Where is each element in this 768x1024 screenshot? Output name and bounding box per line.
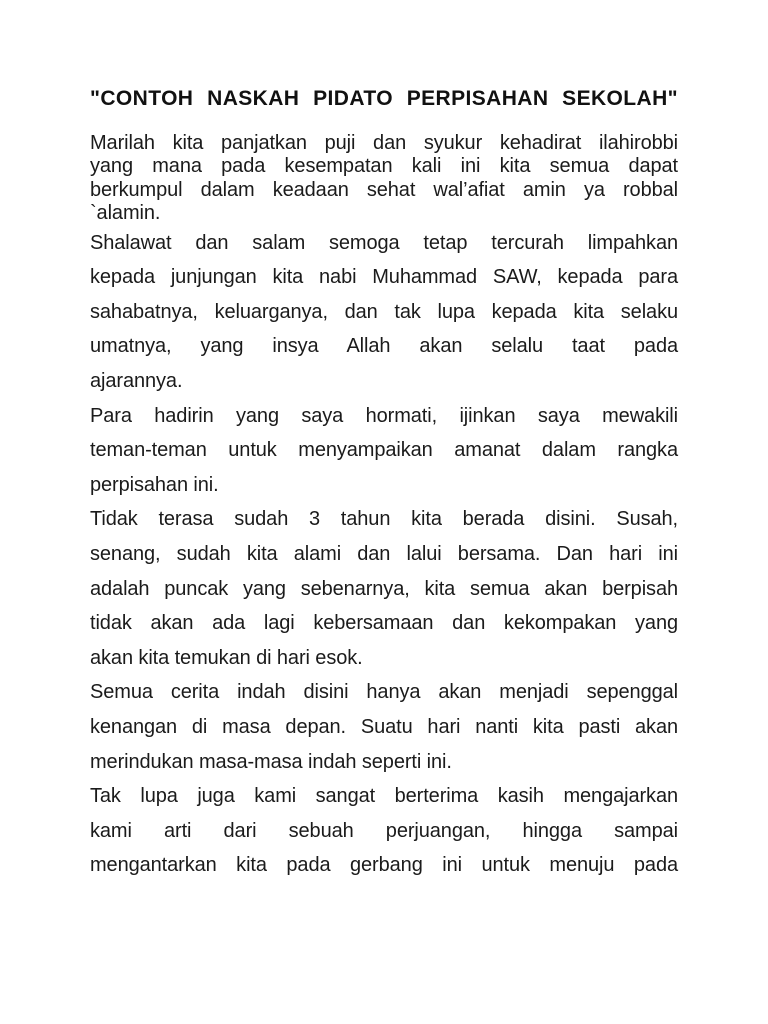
text-line: akan kita temukan di hari esok. — [90, 646, 363, 669]
document-content — [90, 84, 678, 883]
text-line: tidak akan ada lagi kebersamaan dan kekompakan yang — [90, 612, 678, 635]
text-line: merindukan masa-masa indah seperti ini. — [90, 750, 452, 773]
paragraph — [90, 132, 678, 226]
text-line: Tidak terasa sudah 3 tahun kita berada disini. Susah, — [90, 508, 678, 531]
text-line: Marilah kita panjatkan puji dan syukur kehadirat ilahirobbi — [90, 132, 678, 154]
text-line: ajarannya. — [90, 370, 183, 392]
text-line: `alamin. — [90, 202, 161, 225]
paragraph — [90, 502, 678, 675]
text-line: umatnya, yang insya Allah akan selalu taat pada — [90, 335, 678, 358]
text-line: kenangan di masa depan. Suatu hari nanti kita pasti akan — [90, 715, 678, 738]
text-line: berkumpul dalam keadaan sehat wal’afiat amin ya robbal — [90, 178, 678, 201]
paragraph — [90, 399, 678, 503]
text-line: perpisahan ini. — [90, 473, 219, 496]
text-line: sahabatnya, keluarganya, dan tak lupa kepada kita selaku — [90, 300, 678, 323]
paragraph — [90, 226, 678, 399]
text-line: Para hadirin yang saya hormati, ijinkan saya mewakili — [90, 404, 678, 427]
text-line: adalah puncak yang sebenarnya, kita semua akan berpisah — [90, 577, 678, 600]
text-line: senang, sudah kita alami dan lalui bersama. Dan hari ini — [90, 542, 678, 565]
document-body — [90, 132, 678, 883]
text-line: yang mana pada kesempatan kali ini kita semua dapat — [90, 155, 678, 178]
text-line: Shalawat dan salam semoga tetap tercurah limpahkan — [90, 231, 678, 254]
paragraph — [90, 779, 678, 883]
text-line: Tak lupa juga kami sangat berterima kasih mengajarkan — [90, 785, 678, 808]
page-title: "CONTOH NASKAH PIDATO PERPISAHAN SEKOLAH" — [90, 87, 678, 110]
text-line: kepada junjungan kita nabi Muhammad SAW, kepada para — [90, 266, 678, 289]
paragraph — [90, 675, 678, 779]
text-line: teman-teman untuk menyampaikan amanat dalam rangka — [90, 439, 678, 462]
text-line: Semua cerita indah disini hanya akan menjadi sepenggal — [90, 681, 678, 704]
text-line: kami arti dari sebuah perjuangan, hingga sampai — [90, 819, 678, 842]
text-line: mengantarkan kita pada gerbang ini untuk menuju pada — [90, 854, 678, 877]
